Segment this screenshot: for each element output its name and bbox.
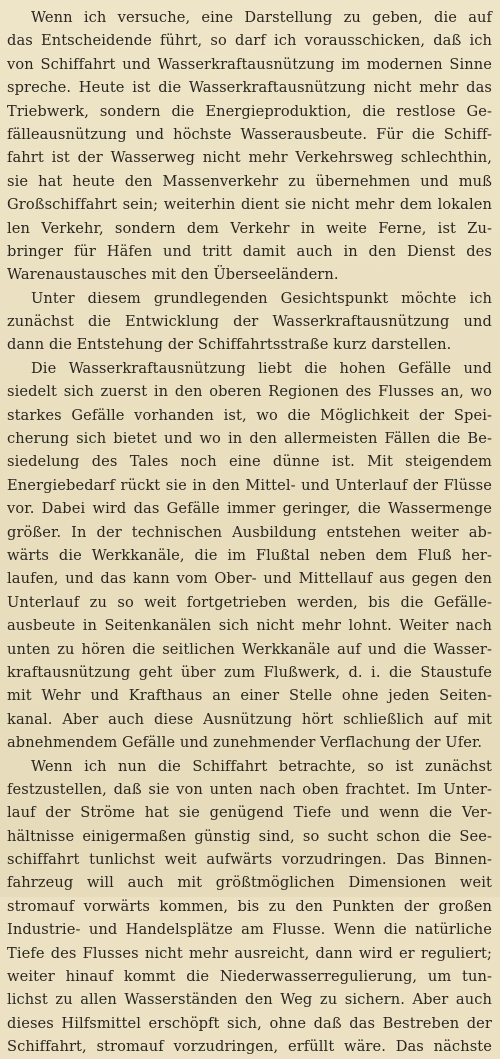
text-line: festzustellen, daß sie von unten nach oben frachtet. Im Unter- (7, 780, 492, 798)
body-text (7, 6, 492, 1059)
text-line: Unterlauf zu so weit fortgetrieben werden, bis die Gefälle- (7, 593, 492, 611)
text-line: Industrie- und Handelsplätze am Flusse. Wenn die natürliche (7, 921, 492, 939)
text-line: mit Wehr und Krafthaus an einer Stelle ohne jeden Seiten- (7, 687, 492, 705)
text-line: abnehmendem Gefälle und zunehmender Verflachung der Ufer. (7, 734, 483, 752)
text-line: Warenaustausches mit den Überseeländern. (7, 266, 339, 284)
text-line: Energiebedarf rückt sie in den Mittel- und Unterlauf der Flüsse (7, 476, 492, 494)
text-line: siedelt sich zuerst in den oberen Regionen des Flusses an, wo (7, 383, 492, 401)
text-line: Die Wasserkraftausnützung liebt die hohen Gefälle und (31, 359, 492, 377)
text-line: Wenn ich nun die Schiffahrt betrachte, so ist zunächst (31, 757, 492, 775)
text-line: fahrt ist der Wasserweg nicht mehr Verkehrsweg schlechthin, (7, 149, 492, 167)
text-line: dieses Hilfsmittel erschöpft sich, ohne daß das Bestreben der (7, 1014, 492, 1032)
text-line: wärts die Werkkanäle, die im Flußtal neben dem Fluß her- (7, 546, 492, 564)
text-line: dann die Entstehung der Schiffahrtsstraße kurz darstellen. (7, 336, 452, 354)
text-line: Großschiffahrt sein; weiterhin dient sie nicht mehr dem lokalen (7, 196, 492, 214)
text-line: spreche. Heute ist die Wasserkraftausnützung nicht mehr das (7, 79, 492, 97)
text-line: starkes Gefälle vorhanden ist, wo die Möglichkeit der Spei- (7, 406, 492, 424)
text-line: stromauf vorwärts kommen, bis zu den Punkten der großen (7, 897, 492, 915)
text-line: ausbeute in Seitenkanälen sich nicht mehr lohnt. Weiter nach (7, 617, 492, 635)
text-line: vor. Dabei wird das Gefälle immer geringer, die Wassermenge (7, 500, 492, 518)
text-line: unten zu hören die seitlichen Werkkanäle auf und die Wasser- (7, 640, 492, 658)
text-line: Wenn ich versuche, eine Darstellung zu geben, die auf (31, 9, 492, 26)
text-line: Tiefe des Flusses nicht mehr ausreicht, dann wird er reguliert; (7, 944, 492, 962)
text-line: von Schiffahrt und Wasserkraftausnützung im modernen Sinne (7, 55, 492, 73)
text-line: weiter hinauf kommt die Niederwasserregulierung, um tun- (7, 968, 492, 986)
text-line: zunächst die Entwicklung der Wasserkraftausnützung und (7, 313, 492, 331)
text-line: sie hat heute den Massenverkehr zu übernehmen und muß (7, 172, 492, 190)
text-line: hältnisse einigermaßen günstig sind, so sucht schon die See- (7, 827, 492, 845)
text-line: schiffahrt tunlichst weit aufwärts vorzudringen. Das Binnen- (7, 851, 492, 869)
text-line: kanal. Aber auch diese Ausnützung hört schließlich auf mit (7, 710, 492, 728)
text-line: kraftausnützung geht über zum Flußwerk, d. i. die Staustufe (7, 663, 492, 681)
text-line: lichst zu allen Wasserständen den Weg zu sichern. Aber auch (7, 991, 492, 1009)
text-line: das Entscheidende führt, so darf ich vorausschicken, daß ich (7, 32, 492, 50)
text-line: len Verkehr, sondern dem Verkehr in weite Ferne, ist Zu- (7, 219, 492, 237)
text-line: lauf der Ströme hat sie genügend Tiefe und wenn die Ver- (7, 804, 492, 822)
text-line: siedelung des Tales noch eine dünne ist. Mit steigendem (7, 453, 492, 471)
text-line: fälleausnützung und höchste Wasserausbeute. Für die Schiff- (7, 125, 492, 143)
text-line: cherung sich bietet und wo in den allermeisten Fällen die Be- (7, 430, 492, 448)
text-line: bringer für Häfen und tritt damit auch in den Dienst des (7, 242, 492, 260)
text-line: fahrzeug will auch mit größtmöglichen Dimensionen weit (7, 874, 492, 892)
text-line: laufen, und das kann vom Ober- und Mittellauf aus gegen den (7, 570, 492, 588)
text-line: Triebwerk, sondern die Energieproduktion, die restlose Ge- (7, 102, 492, 120)
text-line: Unter diesem grundlegenden Gesichtspunkt möchte ich (31, 289, 492, 307)
text-line: größer. In der technischen Ausbildung entstehen weiter ab- (7, 523, 492, 541)
text-line: Schiffahrt, stromauf vorzudringen, erfüllt wäre. Das nächste (7, 1038, 492, 1056)
